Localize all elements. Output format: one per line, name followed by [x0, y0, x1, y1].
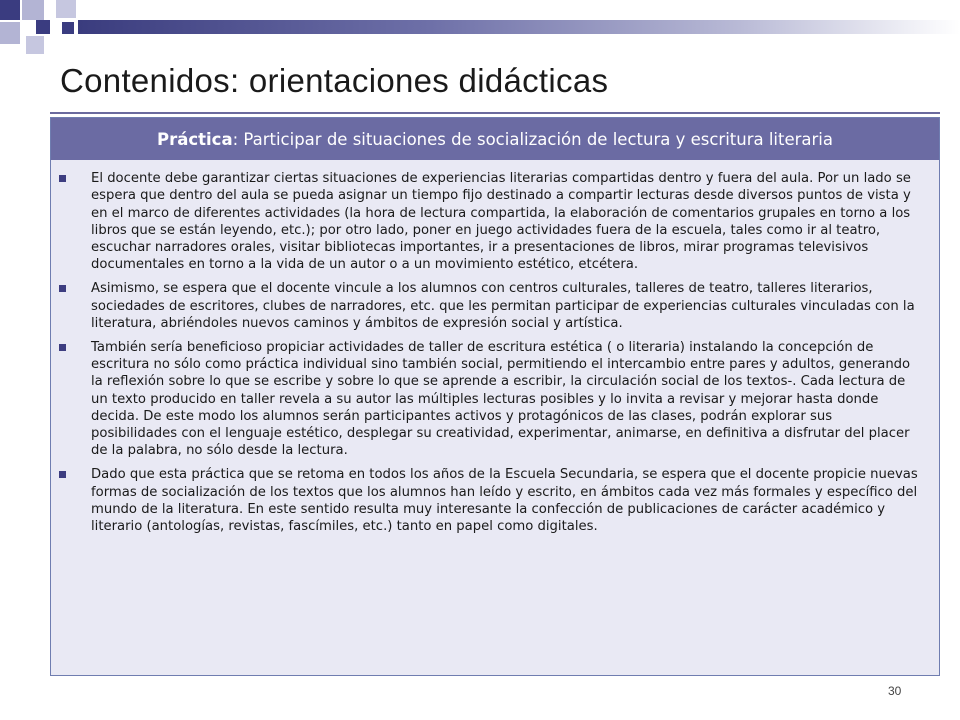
square-bullet-icon — [59, 344, 66, 351]
bullet-text: El docente debe garantizar ciertas situaciones de experiencias literarias compartidas dentro y fuera del aula. Por un lado se espera que dentro del aula se pueda asignar un tiempo fijo destinado a compartir lecturas desde diversos puntos de vista y en el marco de diferentes actividades (la hora de lectura compartida, la elaboración de comentarios grupales en torno a los libros que se están leyendo, etc.); por otro lado, poner en juego actividades fuera de la escuela, tales como ir al teatro, escuchar narradores orales, visitar bibliotecas importantes, ir a presentaciones de libros, mirar programas televisivos documentales en torno a la vida de un autor o a un movimiento estético, etcétera. — [91, 171, 911, 273]
box-header — [51, 118, 939, 160]
content-box — [50, 117, 940, 676]
square-bullet-icon — [59, 175, 66, 182]
decor-square-light-4 — [56, 0, 76, 18]
bullet-list — [51, 160, 939, 535]
box-header-text: : Participar de situaciones de socialización de lectura y escritura literaria — [232, 129, 834, 149]
bullet-text: También sería beneficioso propiciar actividades de taller de escritura estética ( o literaria) instalando la concepción de escritura no sólo como práctica individual sino también social, permitiendo el intercambio entre pares y adultos, generando la reflexión sobre lo que se escribe y sobre lo que se aprende a escribir, la circulación social de los textos-. Cada lectura de un texto producido en taller revela a su autor las múltiples lecturas posibles y lo invita a revisar y mejorar hasta donde decida. De este modo los alumnos serán participantes activos y protagónicos de las clases, podrán explorar sus posibilidades con el lenguaje estético, desplegar su creatividad, experimentar, animarse, en definitiva a disfrutar del placer de la palabra, no sólo desde la lectura. — [91, 339, 911, 459]
list-item — [91, 170, 921, 274]
decor-square-dark-3 — [62, 22, 74, 34]
title-divider — [50, 112, 940, 114]
square-bullet-icon — [59, 471, 66, 478]
list-item — [91, 339, 921, 460]
slide-title: Contenidos: orientaciones didácticas — [60, 62, 609, 99]
decor-square-dark-2 — [36, 20, 50, 34]
list-item — [91, 466, 921, 535]
bullet-text: Dado que esta práctica que se retoma en todos los años de la Escuela Secundaria, se espera que el docente propicie nuevas formas de socialización de los textos que los alumnos han leído y escrito, en ámbitos cada vez más formales y específico del mundo de la literatura. En este sentido resulta muy interesante la confección de publicaciones de carácter académico y literario (antologías, revistas, fascímiles, etc.) tanto en papel como digitales. — [91, 467, 918, 535]
decor-square-dark-1 — [0, 0, 20, 20]
list-item — [91, 280, 921, 332]
square-bullet-icon — [59, 285, 66, 292]
decor-square-light-1 — [0, 22, 20, 44]
decor-square-light-2 — [22, 0, 44, 20]
decor-square-light-3 — [26, 36, 44, 54]
box-header-label: Práctica — [156, 129, 233, 149]
top-gradient-bar — [78, 20, 960, 34]
bullet-text: Asimismo, se espera que el docente vincule a los alumnos con centros culturales, talleres de teatro, talleres literarios, sociedades de escritores, clubes de narradores, etc. que les permitan participar de experiencias culturales vinculadas con la literatura, abriéndoles nuevos caminos y ámbitos de expresión social y artística. — [91, 281, 915, 331]
page-number: 30 — [888, 684, 902, 698]
